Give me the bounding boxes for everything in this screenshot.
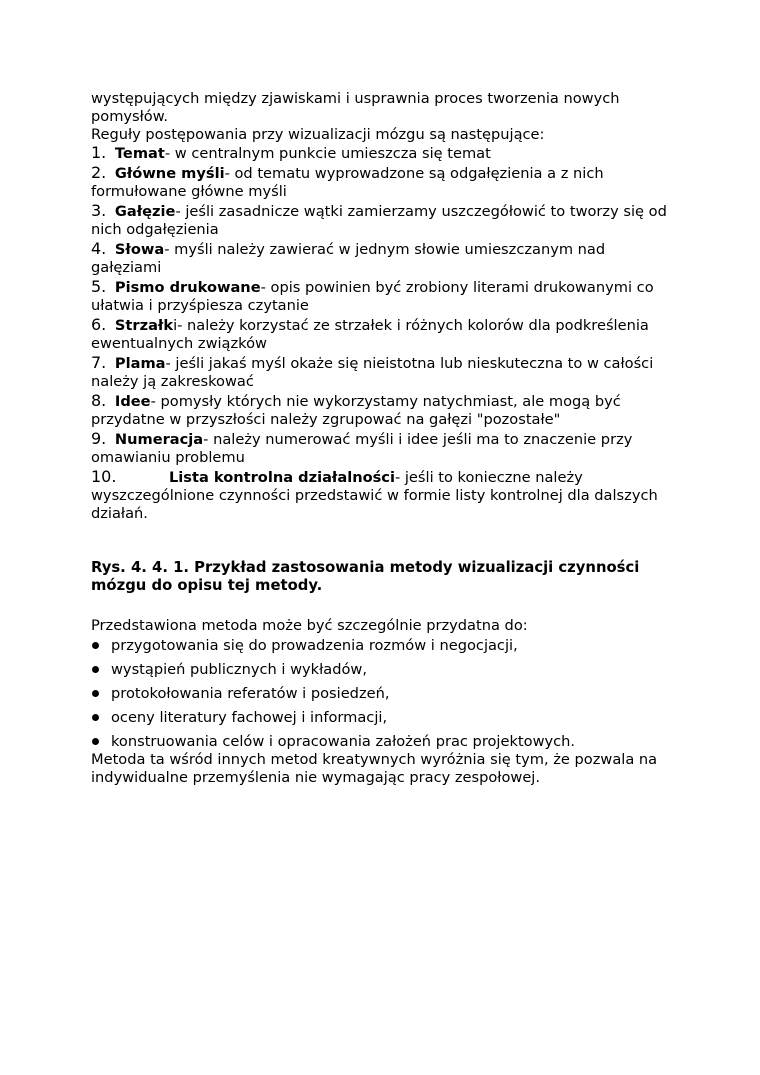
rule-item — [91, 240, 671, 277]
rule-item — [91, 278, 671, 315]
bullet-icon — [92, 642, 99, 649]
rule-text: - myśli należy zawierać w jednym słowie umieszczanym nad gałęziami — [91, 241, 606, 276]
figure-caption: Rys. 4. 4. 1. Przykład zastosowania metody wizualizacji czynności mózgu do opisu tej metody. — [91, 559, 640, 594]
rule-item — [91, 164, 671, 201]
rules-heading: Reguły postępowania przy wizualizacji mózgu są następujące: — [91, 126, 545, 143]
list-item — [91, 637, 671, 655]
list-item-text: protokołowania referatów i posiedzeń, — [111, 685, 390, 702]
list-item — [91, 685, 671, 703]
rule-term: Główne myśli — [114, 165, 225, 182]
rule-number: 6. — [91, 315, 107, 334]
rule-term: Temat — [114, 145, 165, 162]
usefulness-intro: Przedstawiona metoda może być szczególnie przydatna do: — [91, 617, 528, 634]
rule-item — [91, 392, 671, 429]
list-item — [91, 709, 671, 727]
rule-text: - pomysły których nie wykorzystamy natychmiast, ale mogą być przydatne w przyszłości należy zgrupować na gałęzi "pozostałe" — [91, 393, 621, 428]
list-item-text: wystąpień publicznych i wykładów, — [111, 661, 367, 678]
bullet-icon — [92, 714, 99, 721]
document-page — [91, 90, 671, 787]
bullet-icon — [92, 666, 99, 673]
rule-number: 7. — [91, 353, 107, 372]
rule-number: 10. — [91, 467, 117, 486]
rule-text: - w centralnym punkcie umieszcza się temat — [164, 145, 491, 162]
list-item-text: przygotowania się do prowadzenia rozmów i negocjacji, — [111, 637, 518, 654]
rule-term: Strzałk — [114, 317, 174, 334]
rule-number: 4. — [91, 239, 107, 258]
rule-item — [91, 430, 671, 467]
rule-item — [91, 202, 671, 239]
bullet-icon — [92, 738, 99, 745]
rule-number: 2. — [91, 163, 107, 182]
rule-text: i- należy korzystać ze strzałek i różnych kolorów dla podkreślenia ewentualnych związków — [91, 317, 649, 352]
rule-term: Słowa — [114, 241, 165, 258]
rule-number: 9. — [91, 429, 107, 448]
rule-term: Gałęzie — [114, 203, 176, 220]
rule-text: - od tematu wyprowadzone są odgałęzienia a z nich formułowane główne myśli — [91, 165, 604, 200]
continuation-paragraph: występujących między zjawiskami i usprawnia proces tworzenia nowych pomysłów. — [91, 90, 620, 125]
rule-number: 8. — [91, 391, 107, 410]
rule-text: - jeśli jakaś myśl okaże się nieistotna lub nieskuteczna to w całości należy ją zakreskować — [91, 355, 654, 390]
rule-item — [91, 316, 671, 353]
list-item — [91, 661, 671, 679]
usefulness-list — [91, 637, 671, 751]
rule-text: - jeśli to konieczne należy wyszczególnione czynności przedstawić w formie listy kontrolnej dla dalszych działań. — [91, 469, 658, 522]
list-item-text: oceny literatury fachowej i informacji, — [111, 709, 388, 726]
list-item-text: konstruowania celów i opracowania założeń prac projektowych. — [111, 733, 576, 750]
rule-text: - należy numerować myśli i idee jeśli ma to znaczenie przy omawianiu problemu — [91, 431, 633, 466]
rule-item — [91, 354, 671, 391]
rule-term: Idee — [114, 393, 151, 410]
rule-item — [91, 144, 671, 163]
rule-term: Pismo drukowane — [114, 279, 261, 296]
rule-number: 1. — [91, 143, 107, 162]
rule-number: 5. — [91, 277, 107, 296]
rule-text: - opis powinien być zrobiony literami drukowanymi co ułatwia i przyśpiesza czytanie — [91, 279, 654, 314]
rule-text: - jeśli zasadnicze wątki zamierzamy uszczegółowić to tworzy się od nich odgałęzienia — [91, 203, 667, 238]
rule-term: Lista kontrolna działalności — [169, 469, 395, 486]
list-item — [91, 733, 671, 751]
rule-term: Plama — [114, 355, 166, 372]
closing-paragraph: Metoda ta wśród innych metod kreatywnych wyróżnia się tym, że pozwala na indywidualne przemyślenia nie wymagając pracy zespołowej. — [91, 751, 658, 786]
rule-number: 3. — [91, 201, 107, 220]
bullet-icon — [92, 690, 99, 697]
rule-term: Numeracja — [114, 431, 204, 448]
rule-item — [91, 468, 671, 523]
rules-list — [91, 144, 671, 523]
